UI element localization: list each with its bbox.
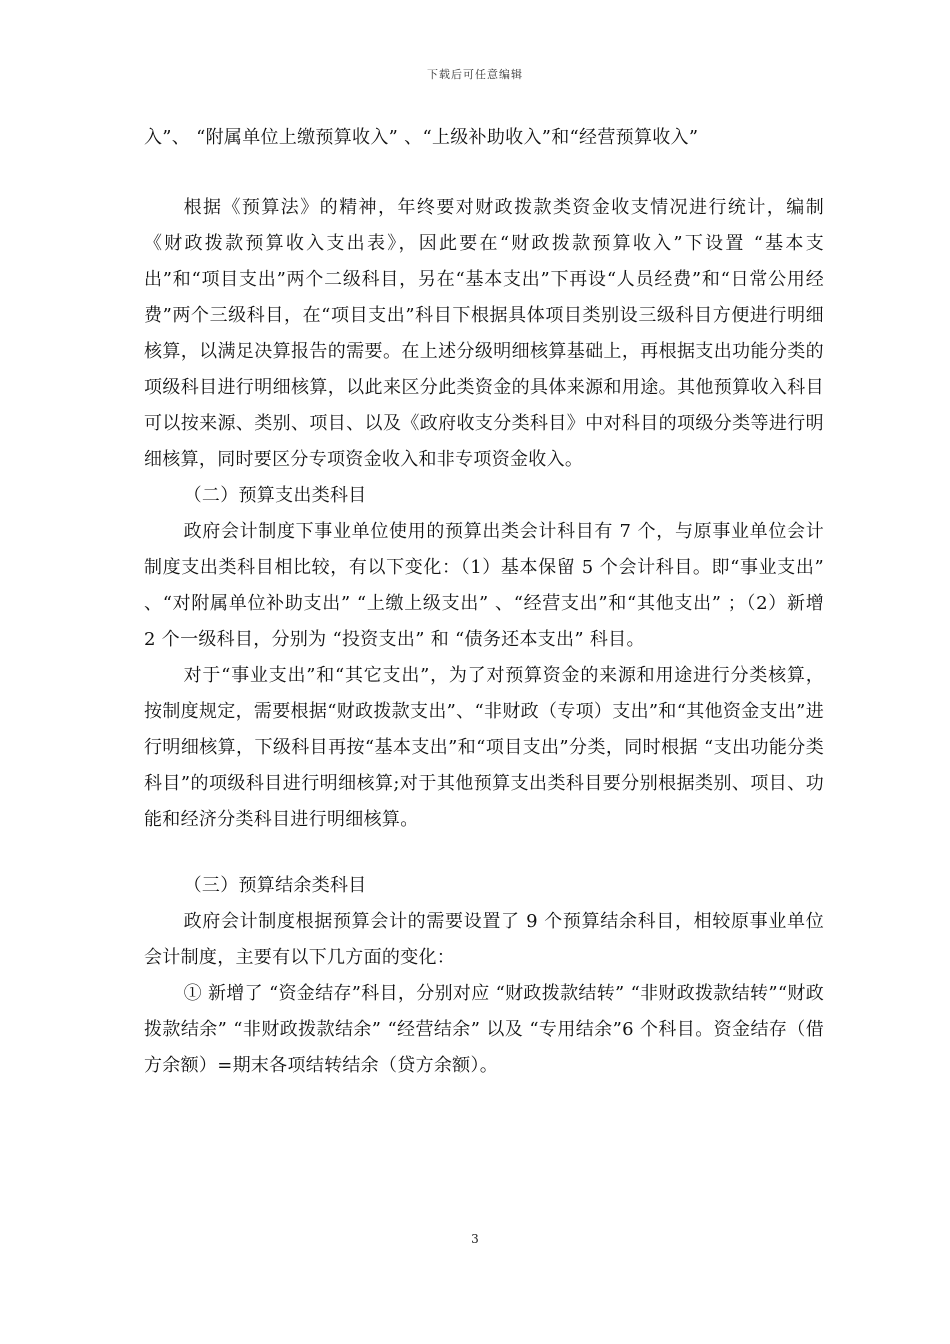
paragraph-expenditure-changes: 政府会计制度下事业单位使用的预算出类会计科目有 7 个，与原事业单位会计制度支出类科目相比较，有以下变化：（1）基本保留 5 个会计科目。即“事业支出” 、“对附属单位补助支出” “上缴上级支出” 、“经营支出”和“其他支出” ；（2）新增 2 个一级科目，分别为 “投资支出” 和 “债务还本支出” 科目。 <box>144 521 824 650</box>
document-body <box>144 120 824 1084</box>
page-header: 下载后可任意编辑 <box>427 68 523 81</box>
section-heading-budget-expenditure: （二）预算支出类科目 <box>183 485 367 506</box>
section-heading-budget-surplus: （三）预算结余类科目 <box>183 875 367 896</box>
paragraph-budget-revenue: 根据《预算法》的精神，年终要对财政拨款类资金收支情况进行统计，编制《财政拨款预算收入支出表》，因此要在“财政拨款预算收入”下设置 “基本支出”和“项目支出”两个二级科目，另在“基本支出”下再设“人员经费”和“日常公用经费”两个三级科目，在“项目支出”科目下根据具体项目类别设三级科目方便进行明细核算，以满足决算报告的需要。在上述分级明细核算基础上，再根据支出功能分类的项级科目进行明细核算，以此来区分此类资金的具体来源和用途。其他预算收入科目可以按来源、类别、项目、以及《政府收支分类科目》中对科目的项级分类等进行明细核算，同时要区分专项资金收入和非专项资金收入。 <box>144 197 824 470</box>
paragraph-surplus-item-1: ① 新增了 “资金结存”科目，分别对应 “财政拨款结转” “非财政拨款结转”“财政拨款结余” “非财政拨款结余” “经营结余” 以及 “专用结余”6 个科目。资金结存（借方余额）=期末各项结转结余（贷方余额）。 <box>144 983 824 1076</box>
paragraph-surplus-intro: 政府会计制度根据预算会计的需要设置了 9 个预算结余科目，相较原事业单位会计制度，主要有以下几方面的变化： <box>144 911 824 968</box>
page-number: 3 <box>471 1232 479 1246</box>
continued-line: 入”、 “附属单位上缴预算收入” 、“上级补助收入”和“经营预算收入” <box>144 127 699 148</box>
paragraph-expenditure-detail: 对于“事业支出”和“其它支出”，为了对预算资金的来源和用途进行分类核算，按制度规定，需要根据“财政拨款支出”、“非财政（专项）支出”和“其他资金支出”进行明细核算，下级科目再按“基本支出”和“项目支出”分类，同时根据 “支出功能分类科目”的项级科目进行明细核算;对于其他预算支出类科目要分别根据类别、项目、功能和经济分类科目进行明细核算。 <box>144 665 824 830</box>
